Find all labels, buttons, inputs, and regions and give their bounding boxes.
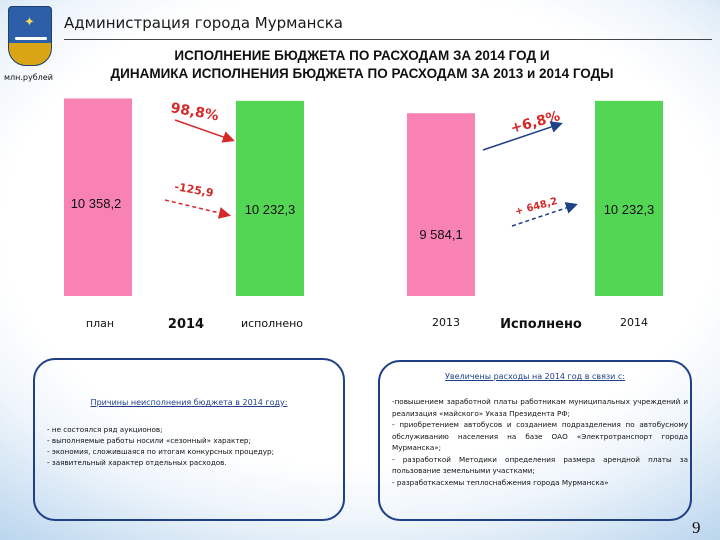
group-label: 2014 <box>167 317 205 332</box>
increase-list <box>392 396 688 488</box>
percent-annotation: 98,8% <box>169 100 220 125</box>
unit-label: млн.рублей <box>4 73 53 82</box>
category-label: исполнено <box>240 317 304 330</box>
aurora-star-icon: ✦ <box>24 15 35 30</box>
bar-исполнено <box>236 101 304 296</box>
bar-2014 <box>595 101 663 296</box>
arrow-line <box>175 120 232 140</box>
reasons-title: Причины неисполнения бюджета в 2014 году: <box>90 398 288 407</box>
percent-annotation: +6,8% <box>508 108 562 137</box>
page-title-line-2: ДИНАМИКА ИСПОЛНЕНИЯ БЮДЖЕТА ПО РАСХОДАМ ЗА 2013 и 2014 ГОДЫ <box>110 66 614 81</box>
bar-2013 <box>407 113 475 296</box>
reason-item: - заявительный характер отдельных расходов. <box>47 458 227 467</box>
group-label: Исполнено <box>500 317 582 332</box>
page-title-line-1: ИСПОЛНЕНИЕ БЮДЖЕТА ПО РАСХОДАМ ЗА 2014 ГОД И <box>174 48 550 63</box>
reason-item: - выполняемые работы носили «сезонный» характер; <box>47 436 251 445</box>
dashed-arrow <box>165 200 228 215</box>
category-label: 2013 <box>432 316 460 329</box>
data-label: 10 232,3 <box>244 202 296 217</box>
page-number: 9 <box>692 518 701 537</box>
reasons-box <box>33 358 345 521</box>
increase-item: - приобретением автобусов и созданием подразделения по автобусному обслуживанию населения на базе ОАО «Электротранспорт города Мурманска»; <box>392 420 688 452</box>
reason-item: - экономия, сложившаяся по итогам конкурсных процедур; <box>47 447 274 456</box>
data-label: 10 232,3 <box>603 202 655 217</box>
increase-item: - разработкой Методики определения размера арендной платы за пользование земельными участками; <box>392 454 688 475</box>
data-label: 10 358,2 <box>70 196 122 211</box>
category-label: план <box>85 317 115 330</box>
reason-item: - не состоялся ряд аукционов; <box>47 425 163 434</box>
increase-reasons-box <box>378 360 692 521</box>
category-label: 2014 <box>620 316 648 329</box>
organization-title: Администрация города Мурманска <box>64 14 343 32</box>
difference-annotation: -125,9 <box>173 180 215 200</box>
increase-item: - разработкасхемы теплоснабжения города Мурманска» <box>392 477 609 487</box>
increase-item: -повышением заработной платы работникам муниципальных учреждений и реализация «майского» Указа Президента РФ; <box>392 397 688 418</box>
reasons-list <box>47 424 274 468</box>
data-label: 9 584,1 <box>419 227 463 242</box>
difference-annotation: + 648,2 <box>513 196 559 218</box>
increase-title: Увеличены расходы на 2014 год в связи с: <box>445 372 625 381</box>
